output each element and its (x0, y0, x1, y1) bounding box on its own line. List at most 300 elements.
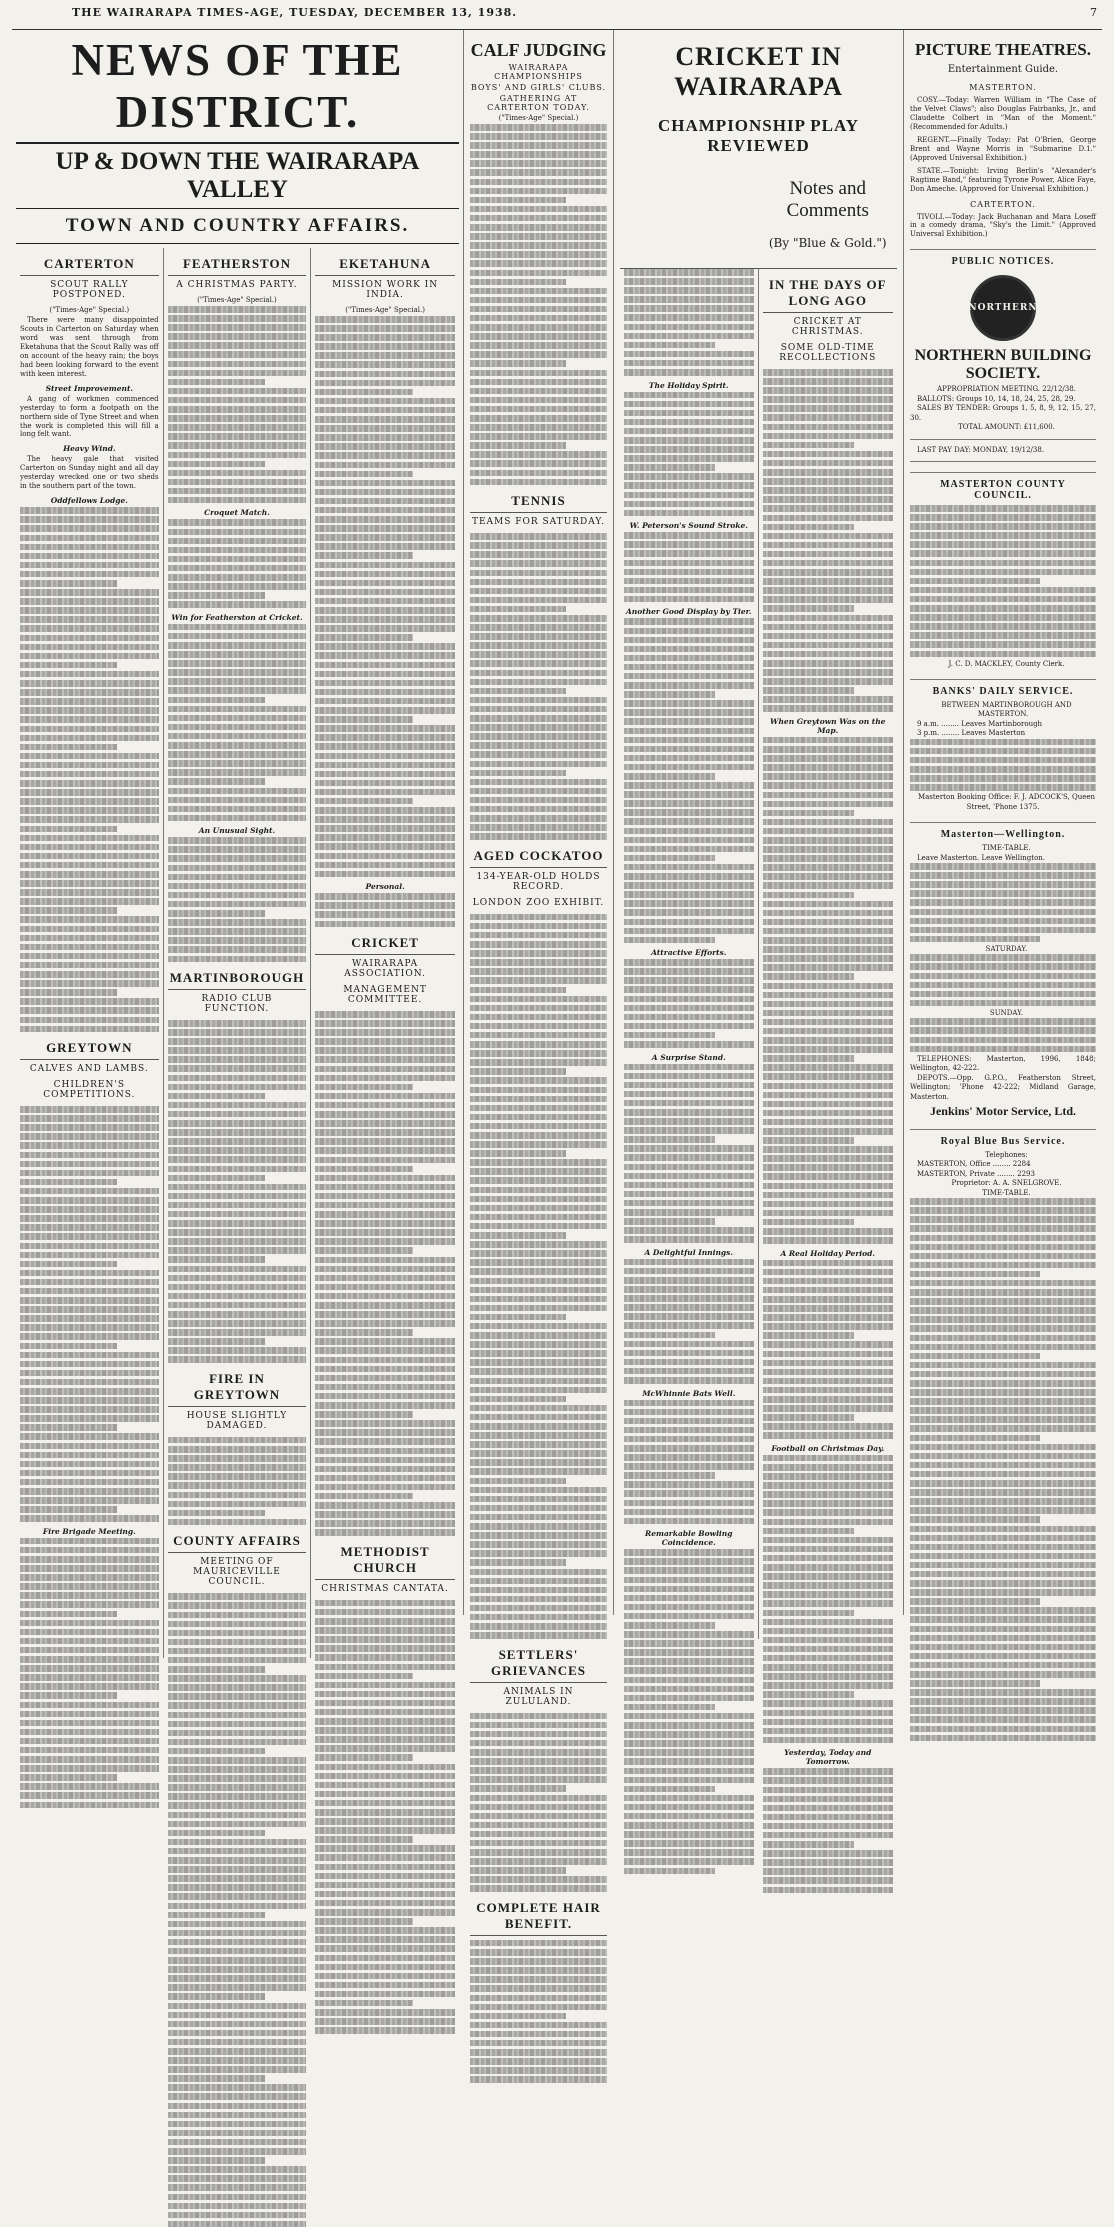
text-line (168, 1648, 307, 1655)
eketahuna-side-heading: Personal. (365, 882, 405, 892)
text-line (470, 1468, 607, 1475)
text-line (20, 1783, 159, 1790)
text-line (470, 779, 607, 786)
text-line (315, 1220, 455, 1227)
text-line (763, 1332, 854, 1339)
text-line (315, 2000, 413, 2007)
text-line (763, 396, 894, 403)
text-line (624, 596, 754, 603)
text-line (315, 1347, 455, 1354)
royal-blue-heading: Royal Blue Bus Service. (910, 1129, 1096, 1147)
text-line (910, 1425, 1096, 1432)
featherston-body-text (168, 306, 307, 503)
cricket-body-text-5 (624, 959, 754, 1047)
text-line (624, 1236, 754, 1243)
text-line (624, 428, 754, 435)
text-line (315, 1700, 455, 1707)
text-line (624, 1409, 754, 1416)
long-ago-body-text-3 (763, 1260, 894, 1439)
text-line (910, 1489, 1096, 1496)
text-line (470, 968, 607, 975)
text-line (763, 505, 894, 512)
text-line (910, 1225, 1096, 1232)
text-line (20, 1506, 117, 1513)
text-line (168, 660, 307, 667)
martinborough-body-text (168, 1020, 307, 1363)
text-line (168, 846, 307, 853)
text-line (624, 1713, 754, 1720)
text-line (20, 789, 159, 796)
text-line (910, 1316, 1096, 1323)
text-line (168, 2030, 307, 2037)
text-line (763, 1796, 894, 1803)
text-line (470, 1041, 607, 1048)
text-line (763, 873, 894, 880)
text-line (168, 361, 307, 368)
text-line (470, 1187, 607, 1194)
text-line (624, 1658, 754, 1665)
long-ago-subheading: CRICKET AT CHRISTMAS. (791, 317, 864, 337)
text-line (168, 2130, 307, 2137)
text-line (20, 562, 159, 569)
text-line (624, 1649, 754, 1656)
text-line (910, 614, 1096, 621)
text-line (20, 735, 159, 742)
text-line (470, 533, 607, 540)
text-line (470, 206, 607, 213)
text-line (168, 937, 307, 944)
tennis-body-text (470, 533, 607, 840)
sunday-label: SUNDAY. (989, 1008, 1024, 1017)
text-line (763, 1464, 894, 1471)
calf-judging-body-text (470, 124, 607, 485)
text-line (763, 892, 854, 899)
text-line (20, 580, 117, 587)
text-line (470, 1767, 607, 1774)
text-line (470, 1087, 607, 1094)
text-line (20, 1007, 159, 1014)
text-line (470, 1150, 566, 1157)
text-line (624, 1481, 754, 1488)
text-line (470, 1831, 607, 1838)
text-line (20, 671, 159, 678)
text-line (470, 670, 607, 677)
text-line (470, 1378, 607, 1385)
text-line (315, 1664, 455, 1671)
text-line (910, 1046, 1096, 1053)
text-line (624, 569, 754, 576)
text-line (315, 1111, 455, 1118)
telephones-line: TELEPHONES: Masterton, 1996, 1848; Wellington, 42-222. (910, 1054, 1096, 1073)
text-line (624, 1227, 754, 1234)
text-line (168, 1446, 307, 1453)
eketahuna-body-text-2 (315, 893, 455, 927)
text-line (910, 1716, 1096, 1723)
text-line (20, 1747, 159, 1754)
text-line (470, 615, 607, 622)
text-line (763, 882, 894, 889)
text-line (168, 2021, 307, 2028)
text-line (168, 815, 307, 822)
text-line (168, 1437, 307, 1444)
text-line (20, 916, 159, 923)
text-line (470, 987, 566, 994)
text-line (763, 937, 894, 944)
text-line (315, 425, 455, 432)
text-line (470, 1587, 607, 1594)
text-line (910, 1698, 1096, 1705)
text-line (168, 1102, 307, 1109)
text-line (315, 1411, 413, 1418)
text-line (763, 1600, 894, 1607)
text-line (624, 1173, 754, 1180)
text-line (20, 1620, 159, 1627)
text-line (168, 806, 307, 813)
cricket-association-body-text (315, 1011, 455, 1536)
text-line (470, 579, 607, 586)
text-line (168, 855, 307, 862)
county-heading: COUNTY AFFAIRS (168, 1533, 307, 1553)
text-line (168, 1156, 307, 1163)
text-line (315, 625, 455, 632)
text-line (20, 1306, 159, 1313)
text-line (470, 297, 607, 304)
text-line (910, 1398, 1096, 1405)
text-line (470, 1478, 566, 1485)
text-line (20, 689, 159, 696)
text-line (470, 1578, 607, 1585)
text-line (763, 560, 894, 567)
northern-building-society-title: NORTHERN BUILDING SOCIETY. (914, 347, 1092, 383)
text-line (763, 478, 894, 485)
text-line (763, 1887, 894, 1894)
text-line (20, 1206, 159, 1213)
text-line (168, 592, 265, 599)
text-line (168, 529, 307, 536)
text-line (763, 1287, 894, 1294)
text-line (624, 1136, 715, 1143)
text-line (910, 569, 1096, 576)
text-line (315, 1266, 455, 1273)
text-line (470, 542, 607, 549)
text-line (624, 728, 754, 735)
text-line (763, 1841, 854, 1848)
banks-body-text (910, 739, 1096, 791)
text-line (763, 615, 894, 622)
text-line (168, 769, 307, 776)
text-line (168, 370, 307, 377)
text-line (168, 1147, 307, 1154)
text-line (470, 406, 607, 413)
text-line (168, 1639, 307, 1646)
cricket-left-column (620, 269, 759, 1639)
text-line (20, 680, 159, 687)
text-line (470, 1214, 607, 1221)
text-line (624, 1595, 754, 1602)
text-line (315, 1936, 455, 1943)
text-line (763, 992, 894, 999)
text-line (315, 1709, 455, 1716)
text-line (624, 1118, 754, 1125)
text-line (763, 1423, 894, 1430)
text-line (315, 462, 455, 469)
text-line (470, 996, 607, 1003)
text-line (20, 1565, 159, 1572)
text-line (763, 1110, 894, 1117)
text-line (315, 398, 455, 405)
text-line (315, 1645, 455, 1652)
greytown-heading: GREYTOWN (20, 1040, 159, 1060)
text-line (624, 800, 754, 807)
long-ago-side-heading-1: When Greytown Was on the Map. (770, 716, 886, 735)
text-line (763, 1805, 894, 1812)
long-ago-heading: IN THE DAYS OF LONG AGO (763, 277, 894, 313)
text-line (470, 151, 607, 158)
text-line (20, 853, 159, 860)
text-line (168, 837, 307, 844)
text-line (20, 598, 159, 605)
text-line (168, 1903, 307, 1910)
text-line (763, 1546, 894, 1553)
text-line (20, 1547, 159, 1554)
text-line (470, 1432, 607, 1439)
text-line (624, 791, 754, 798)
text-line (470, 451, 607, 458)
text-line (315, 1184, 455, 1191)
text-line (470, 1532, 607, 1539)
text-line (624, 909, 754, 916)
cricket-subtitle: CHAMPIONSHIP PLAY REVIEWED (657, 116, 860, 155)
text-line (315, 1302, 455, 1309)
text-line (315, 771, 455, 778)
text-line (315, 1275, 455, 1282)
text-line (624, 482, 754, 489)
text-line (763, 1573, 894, 1580)
text-line (910, 1271, 1040, 1278)
text-line (624, 1822, 754, 1829)
text-line (910, 1635, 1096, 1642)
text-line (168, 583, 307, 590)
text-line (315, 1727, 455, 1734)
text-line (624, 1858, 754, 1865)
calf-judging-title: CALF JUDGING (470, 40, 607, 60)
text-line (470, 1849, 607, 1856)
martinborough-subheading: RADIO CLUB FUNCTION. (201, 994, 273, 1014)
text-line (624, 1740, 754, 1747)
text-line (315, 1102, 455, 1109)
text-line (470, 1569, 607, 1576)
text-line (168, 1093, 265, 1100)
text-line (168, 1247, 307, 1254)
text-line (470, 270, 607, 277)
text-line (470, 306, 607, 313)
text-line (470, 1459, 607, 1466)
text-line (20, 1415, 159, 1422)
text-line (470, 1414, 607, 1421)
depots-line: DEPOTS.—Opp. G.P.O., Featherston Street, Wellington; 'Phone 42-222; Midland Garage, Masterton. (910, 1073, 1096, 1101)
text-line (315, 1257, 455, 1264)
text-line (315, 807, 455, 814)
county-subheading: MEETING OF MAURICEVILLE COUNCIL. (193, 1557, 281, 1588)
text-line (470, 1423, 607, 1430)
text-line (763, 1814, 894, 1821)
text-line (763, 1682, 894, 1689)
text-line (910, 1471, 1096, 1478)
text-line (763, 1028, 894, 1035)
text-line (168, 1830, 265, 1837)
text-line (315, 1084, 413, 1091)
text-line (624, 1777, 754, 1784)
text-line (470, 642, 607, 649)
methodist-body-text (315, 1600, 455, 2034)
text-line (910, 963, 1096, 970)
text-line (763, 1192, 894, 1199)
text-line (763, 515, 894, 522)
text-line (168, 1311, 307, 1318)
text-line (624, 864, 754, 871)
text-line (470, 1268, 607, 1275)
text-line (910, 1280, 1096, 1287)
text-line (763, 1201, 894, 1208)
settlers-body-text (470, 1713, 607, 1892)
text-line (763, 1101, 894, 1108)
text-line (20, 607, 159, 614)
greytown-subheading: CALVES AND LAMBS. (29, 1064, 149, 1075)
cricket-association-subheading: WAIRARAPA ASSOCIATION. (344, 959, 426, 979)
text-line (763, 678, 894, 685)
text-line (624, 1200, 754, 1207)
text-line (20, 753, 159, 760)
text-line (315, 734, 455, 741)
text-line (315, 1457, 455, 1464)
featherston-subheading: A CHRISTMAS PARTY. (176, 280, 298, 290)
news-section-title: TOWN AND COUNTRY AFFAIRS. (16, 215, 459, 244)
text-line (168, 697, 265, 704)
text-line (20, 1792, 159, 1799)
text-line (763, 1673, 894, 1680)
text-line (168, 479, 307, 486)
text-line (20, 898, 159, 905)
text-line (20, 516, 159, 523)
text-line (470, 824, 607, 831)
calf-judging-column (464, 30, 614, 1931)
text-line (910, 587, 1096, 594)
text-line (470, 1713, 607, 1720)
eketahuna-heading: EKETAHUNA (315, 256, 455, 276)
text-line (315, 1147, 455, 1154)
text-line (763, 1646, 894, 1653)
text-line (168, 1038, 307, 1045)
text-line (315, 516, 455, 523)
text-line (763, 1719, 894, 1726)
cricket-side-heading-4: Attractive Efforts. (651, 948, 727, 958)
text-line (763, 1700, 894, 1707)
text-line (168, 624, 307, 631)
text-line (168, 1065, 307, 1072)
text-line (624, 392, 754, 399)
text-line (470, 279, 566, 286)
methodist-heading: METHODIST CHURCH (315, 1544, 455, 1580)
text-line (470, 1804, 607, 1811)
tennis-heading: TENNIS (470, 493, 607, 513)
text-line (168, 2212, 307, 2219)
text-line (168, 1356, 307, 1363)
text-line (315, 1511, 455, 1518)
text-line (470, 1168, 607, 1175)
text-line (20, 1765, 159, 1772)
text-line (624, 1795, 754, 1802)
text-line (910, 1207, 1096, 1214)
text-line (624, 977, 754, 984)
long-ago-side-heading-2: A Real Holiday Period. (780, 1248, 875, 1258)
tivoli-listing: TIVOLI.—Today: Jack Buchanan and Mara Loseff in a comedy drama, "Sky's the Limit." (Approved Universal Exhibition.) (910, 212, 1096, 239)
text-line (20, 616, 159, 623)
text-line (763, 1473, 894, 1480)
text-line (763, 1823, 894, 1830)
text-line (315, 371, 455, 378)
text-line (168, 1948, 307, 1955)
text-line (624, 882, 754, 889)
text-line (763, 542, 894, 549)
text-line (168, 1501, 307, 1508)
text-line (470, 2058, 607, 2065)
text-line (470, 1259, 607, 1266)
text-line (470, 1858, 607, 1865)
text-line (470, 1368, 607, 1375)
text-line (624, 986, 754, 993)
text-line (168, 1684, 307, 1691)
text-line (168, 1492, 307, 1499)
text-line (315, 1609, 455, 1616)
text-line (168, 415, 307, 422)
text-line (763, 964, 894, 971)
text-line (763, 1092, 894, 1099)
text-line (763, 1582, 894, 1589)
text-line (315, 853, 455, 860)
text-line (763, 487, 894, 494)
text-line (470, 1749, 607, 1756)
text-line (315, 1791, 455, 1798)
text-line (168, 1193, 307, 1200)
text-line (315, 443, 455, 450)
text-line (470, 1050, 607, 1057)
text-line (168, 1757, 307, 1764)
text-line (315, 652, 455, 659)
text-line (624, 1490, 754, 1497)
text-line (624, 1145, 754, 1152)
text-line (20, 871, 159, 878)
text-line (624, 269, 754, 276)
text-line (470, 1967, 607, 1974)
text-line (20, 1702, 159, 1709)
text-line (624, 928, 754, 935)
featherston-body-text-3 (168, 624, 307, 821)
saturday-timetable (910, 954, 1096, 1006)
text-line (470, 1241, 607, 1248)
text-line (624, 560, 754, 567)
text-line (470, 697, 607, 704)
text-line (763, 551, 894, 558)
text-line (910, 1407, 1096, 1414)
text-line (315, 1393, 455, 1400)
text-line (20, 726, 159, 733)
text-line (624, 1182, 754, 1189)
text-line (763, 387, 894, 394)
text-line (168, 2194, 307, 2201)
text-line (315, 2009, 455, 2016)
pictures-and-ads-column (904, 30, 1102, 1615)
text-line (168, 488, 307, 495)
